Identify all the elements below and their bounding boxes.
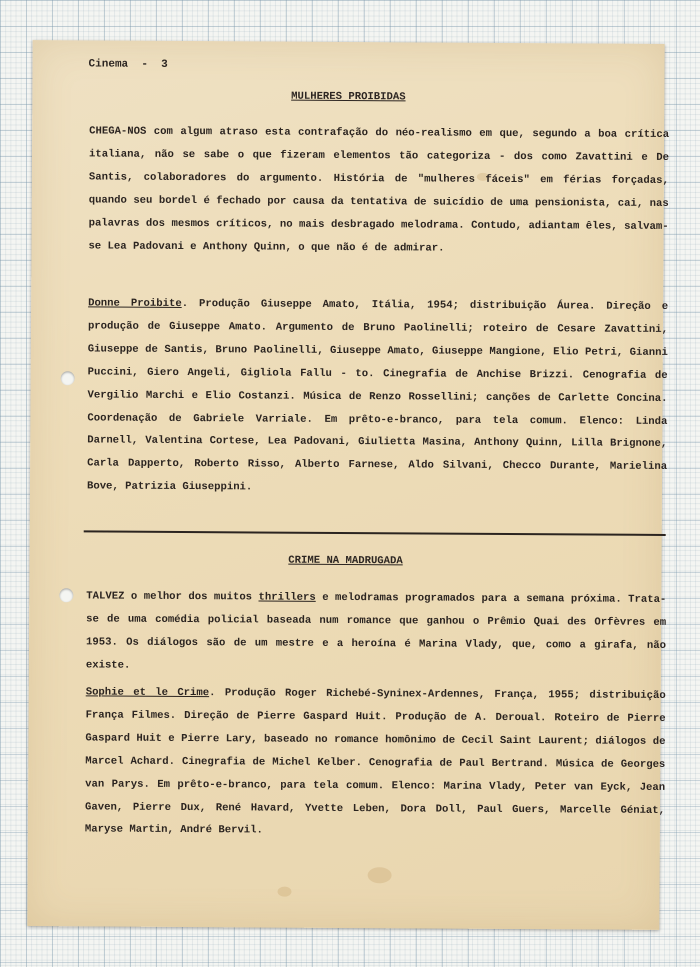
review-paragraph-1: CHEGA-NOS com algum atraso esta contrafação do néo-realismo em que, segundo a boa crítica italiana, não se sabe o que fizeram elementos tão categoriza - dos como Zavattini e De Santis, colaboradores do argumento. História de "mulheres fáceis" em férias forçadas, quando seu bordel é fechado por causa da tentativa de suicídio de uma pensionista, cai, nas palavras dos mesmos críticos, no mais desbragado melodrama. Contudo, adiantam êles, salvam-se Lea Padovani e Anthony Quinn, o que não é de admirar. — [88, 125, 670, 255]
section-title-mulheres-proibidas: MULHERES PROIBIDAS — [291, 90, 406, 104]
credits-paragraph-1 — [87, 292, 668, 502]
typewritten-page — [27, 40, 670, 930]
punch-hole — [59, 588, 73, 602]
film-original-title: Sophie et le Crime — [85, 686, 210, 700]
review-emphasis: thrillers — [258, 591, 316, 604]
section-divider — [84, 530, 666, 536]
film-credits: . Produção Giuseppe Amato, Itália, 1954; distribuição Áurea. Direção e produção de Giuseppe Amato. Argumento de Bruno Paolinelli; roteiro de Cesare Zavattini, Giuseppe de Santis, Bruno Paolinelli, Giuseppe Amato, Giuseppe Mangione, Elio Petri, Gianni Puccini, Giero Angeli, Gigliola Fallu - to. Cinegrafia de Anchise Brizzi. Cenografia de Vergilio Marchi e Elio Costanzi. Música de Renzo Rossellini; canções de Carlette Concina. Coordenação de Gabriele Varriale. Em prêto-e-branco, para tela comum. Elenco: Linda Darnell, Valentina Cortese, Lea Padovani, Giulietta Masina, Anthony Quinn, Lilla Brignone, Carla Dapperto, Roberto Risso, Alberto Farnese, Aldo Silvani, Checco Durante, Marielina Bove, Patrizia Giuseppini. — [86, 297, 669, 494]
credits-paragraph-2 — [85, 681, 666, 845]
review-paragraph-2 — [86, 585, 667, 680]
paper-stain — [368, 867, 392, 883]
film-original-title: Donne Proibite — [88, 297, 182, 310]
punch-hole — [61, 371, 75, 385]
review-text: TALVEZ o melhor dos muitos — [86, 590, 259, 604]
review-text: e melodramas programados para a semana próxima. Trata-se de uma comédia policial baseada num romance que ganhou o Prêmio Quai des Orfèvres em 1953. Os diálogos são de um mestre e a heroína é Marina Vlady, que, como a girafa, não existe. — [85, 591, 667, 672]
page-header: Cinema - 3 — [88, 58, 168, 71]
paper-stain — [277, 887, 291, 897]
section-title-crime-na-madrugada: CRIME NA MADRUGADA — [288, 554, 403, 568]
film-credits: . Produção Roger Richebé-Syninex-Ardennes, França, 1955; distribuição França Filmes. Direção de Pierre Gaspard Huit. Produção de A. Deroual. Roteiro de Pierre Gaspard Huit e Pierre Lary, baseado no romance homônimo de Cecil Saint Laurent; diálogos de Marcel Achard. Cinegrafia de Michel Kelber. Cenografia de Paul Bertrand. Música de Georges van Parys. Em prêto-e-branco, para tela comum. Elenco: Marina Vlady, Peter van Eyck, Jean Gaven, Pierre Dux, René Havard, Yvette Leben, Dora Doll, Paul Guers, Marcelle Géniat, Maryse Martin, André Bervil. — [84, 687, 666, 837]
